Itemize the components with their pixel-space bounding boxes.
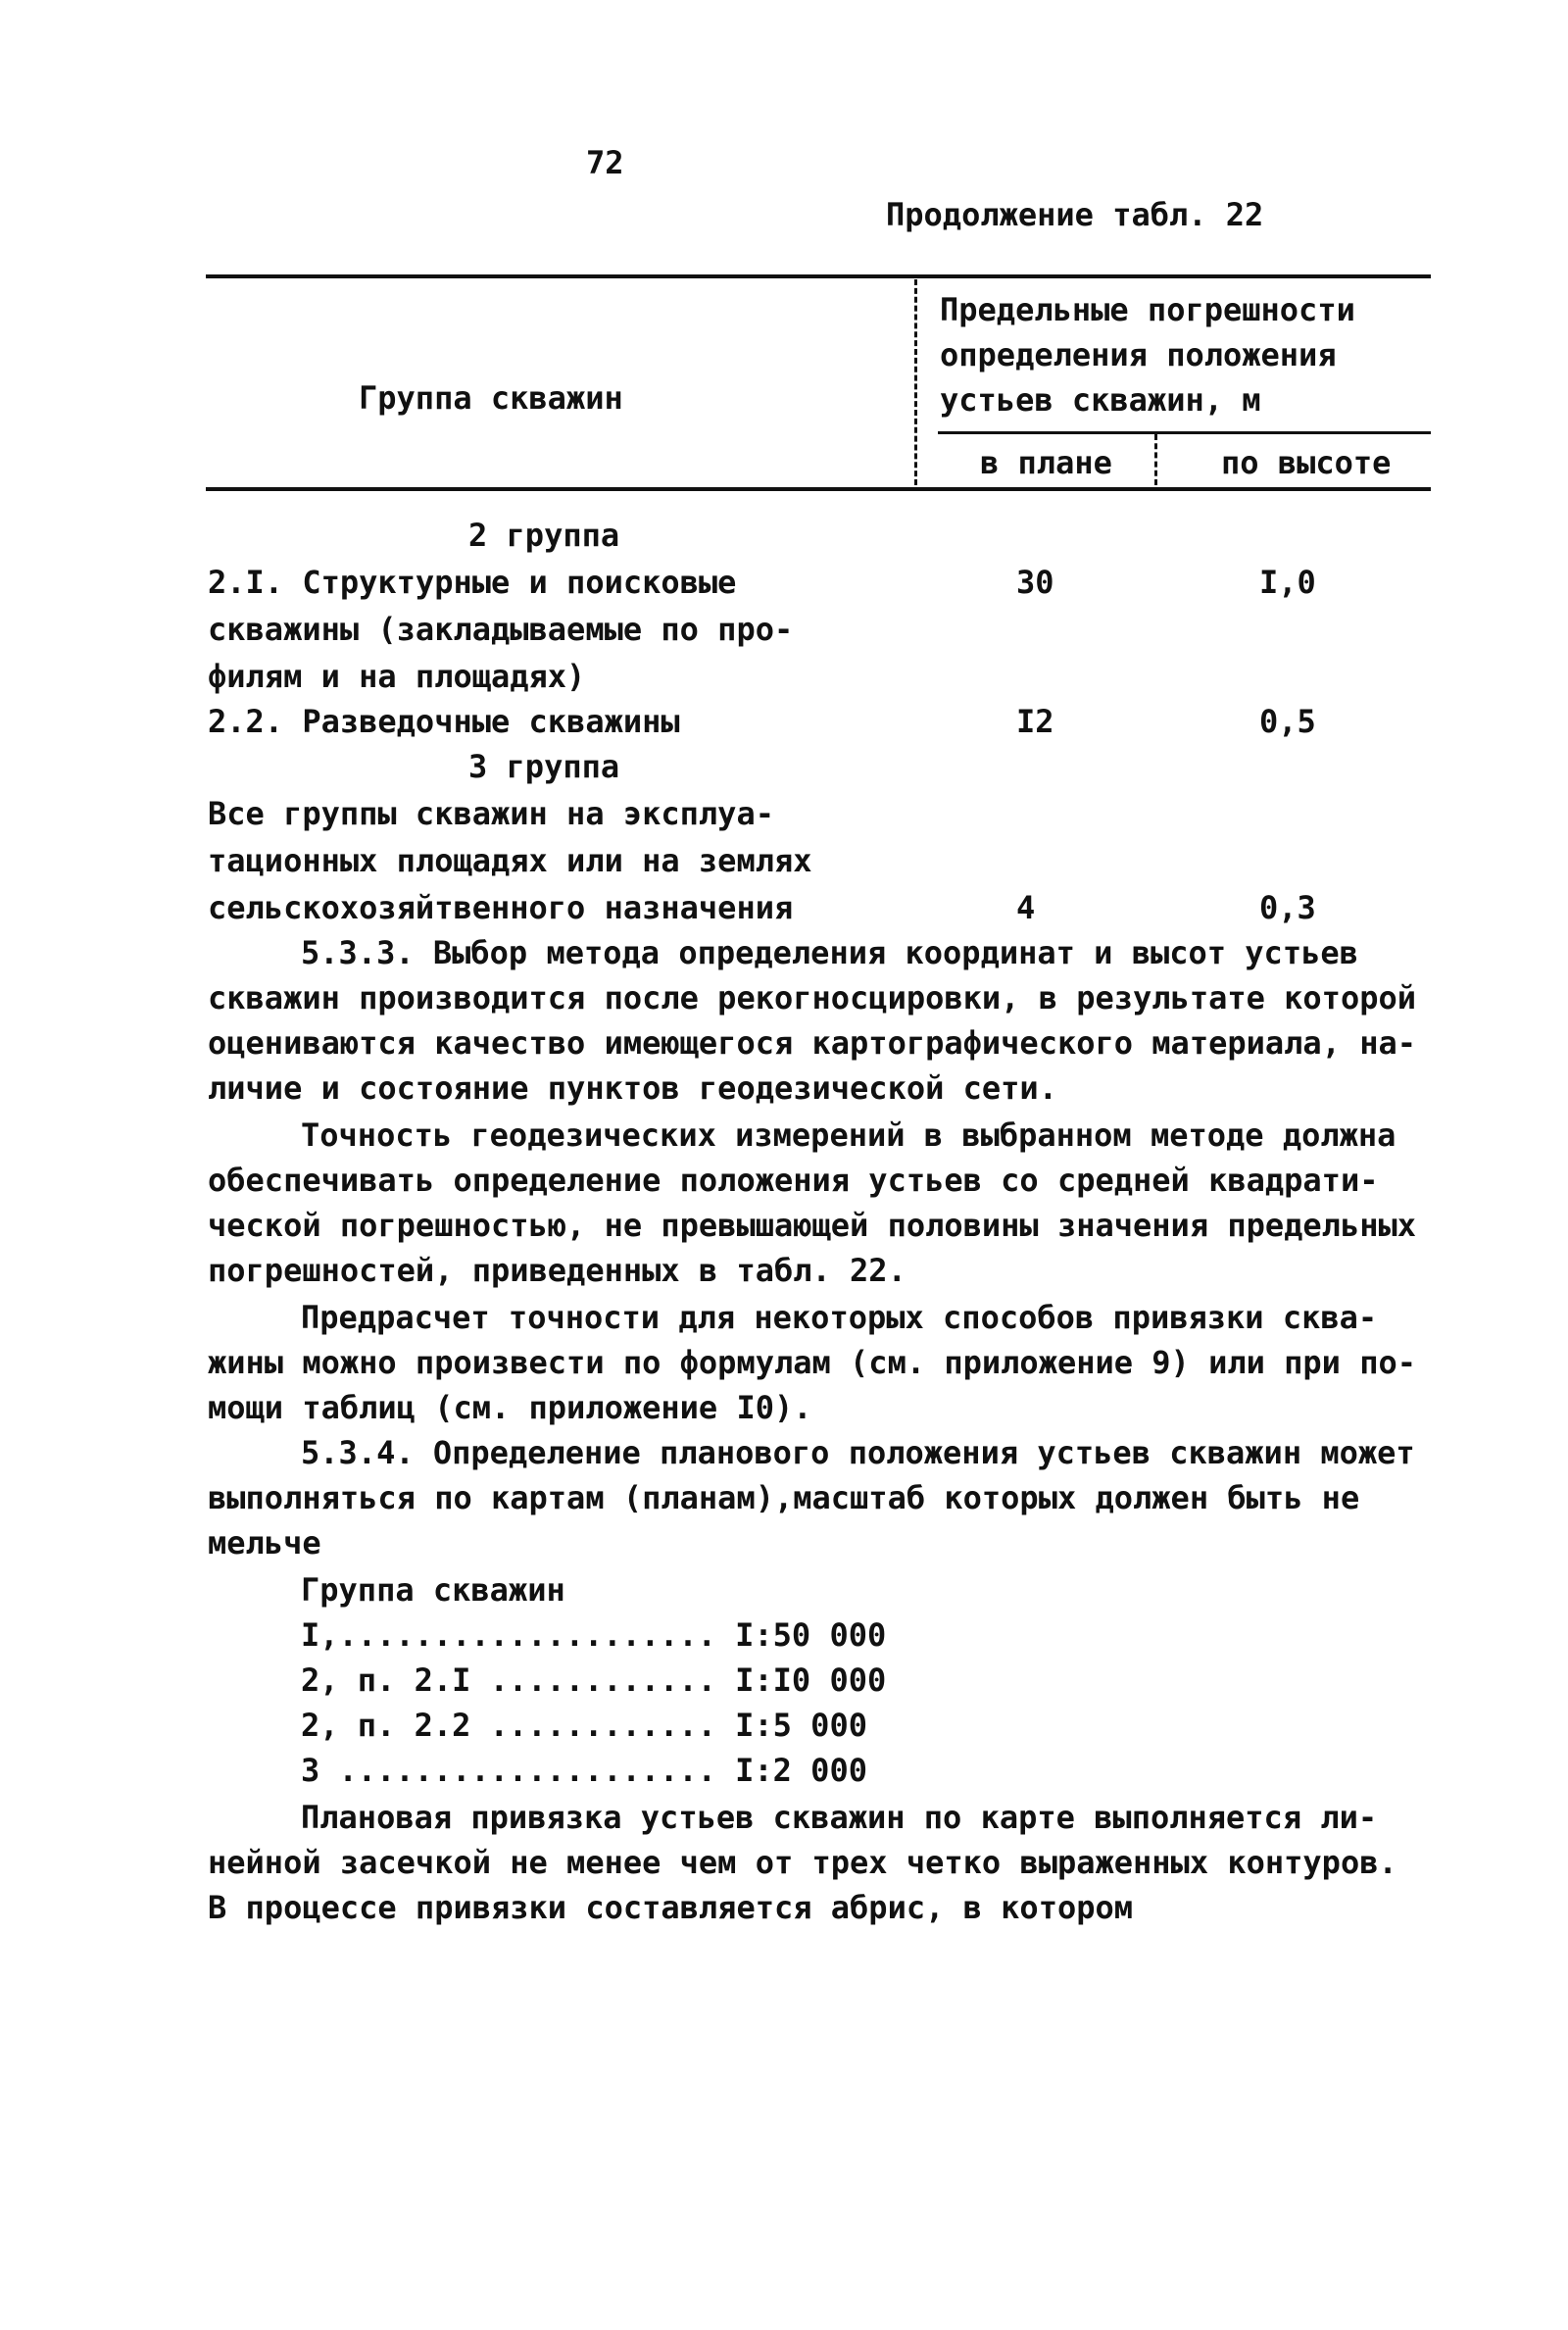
row-2-1-height-value: I,0 <box>1259 564 1316 601</box>
header-group-of-wells: Группа скважин <box>359 379 623 417</box>
row-2-2-text: 2.2. Разведочные скважины <box>208 703 680 740</box>
row-2-1-line-1: 2.I. Структурные и поисковые <box>208 564 737 601</box>
scale-list-item: 3 .................... I:2 000 <box>301 1752 867 1789</box>
para-precalc-line-3: мощи таблиц (см. приложение I0). <box>208 1389 812 1426</box>
header-limits-line-3: устьев скважин, м <box>940 381 1261 419</box>
table-top-rule <box>206 274 1431 278</box>
para-accuracy-line-1: Точность геодезических измерений в выбранном методе должна <box>301 1116 1396 1154</box>
para-5-3-3-line-2: скважин производится после рекогносцировки, в результате которой <box>208 979 1416 1016</box>
para-precalc-line-1: Предрасчет точности для некоторых способов привязки сква- <box>301 1299 1378 1336</box>
para-accuracy-line-3: ческой погрешностью, не превышающей половины значения предельных <box>208 1207 1416 1244</box>
scale-list-item: I,.................... I:50 000 <box>301 1616 887 1654</box>
header-in-plan: в плане <box>980 444 1112 481</box>
group-3-title: 3 группа <box>468 748 620 785</box>
para-plan-line-1: Плановая привязка устьев скважин по карте выполняется ли- <box>301 1799 1378 1836</box>
scale-list-item: 2, п. 2.2 ............ I:5 000 <box>301 1707 867 1744</box>
row-3-line-1: Все группы скважин на эксплуа- <box>208 795 774 832</box>
para-accuracy-line-2: обеспечивать определение положения устьев со средней квадрати- <box>208 1162 1379 1199</box>
table-column-divider <box>914 279 917 485</box>
para-5-3-4-line-1: 5.3.4. Определение планового положения устьев скважин может <box>301 1434 1415 1471</box>
header-limits-line-2: определения положения <box>940 336 1337 373</box>
group-2-title: 2 группа <box>468 517 620 554</box>
para-5-3-4-line-2: выполняться по картам (планам),масштаб которых должен быть не <box>208 1479 1360 1516</box>
header-limits-line-1: Предельные погрешности <box>940 291 1355 328</box>
row-2-1-line-3: филям и на площадях) <box>208 658 586 695</box>
table-header-bottom-rule <box>206 487 1431 491</box>
para-5-3-3-line-4: личие и состояние пунктов геодезической сети. <box>208 1069 1057 1107</box>
scale-list-item: 2, п. 2.I ............ I:I0 000 <box>301 1661 887 1699</box>
table-continuation-label: Продолжение табл. 22 <box>886 196 1264 233</box>
para-precalc-line-2: жины можно произвести по формулам (см. приложение 9) или при по- <box>208 1344 1416 1381</box>
row-3-line-3: сельскохозяйтвенного назначения <box>208 889 794 926</box>
row-3-height-value: 0,3 <box>1259 889 1316 926</box>
para-plan-line-3: В процессе привязки составляется абрис, в котором <box>208 1889 1134 1926</box>
para-accuracy-line-4: погрешностей, приведенных в табл. 22. <box>208 1252 906 1289</box>
table-subcolumn-divider <box>1154 434 1157 485</box>
para-5-3-3-line-1: 5.3.3. Выбор метода определения координат и высот устьев <box>301 934 1358 971</box>
row-2-1-plan-value: 30 <box>1016 564 1054 601</box>
row-2-1-line-2: скважины (закладываемые по про- <box>208 611 794 648</box>
row-2-2-plan-value: I2 <box>1016 703 1054 740</box>
para-5-3-3-line-3: оцениваются качество имеющегося картографического материала, на- <box>208 1024 1416 1062</box>
row-2-2-height-value: 0,5 <box>1259 703 1316 740</box>
row-3-plan-value: 4 <box>1016 889 1036 926</box>
page-number: 72 <box>586 144 624 181</box>
header-in-height: по высоте <box>1221 444 1392 481</box>
para-5-3-4-line-3: мельче <box>208 1524 321 1562</box>
row-3-line-2: тационных площадях или на землях <box>208 842 812 879</box>
para-plan-line-2: нейной засечкой не менее чем от трех четко выраженных контуров. <box>208 1844 1397 1881</box>
table-subheader-rule <box>938 431 1431 434</box>
scale-list-title: Группа скважин <box>301 1571 565 1609</box>
